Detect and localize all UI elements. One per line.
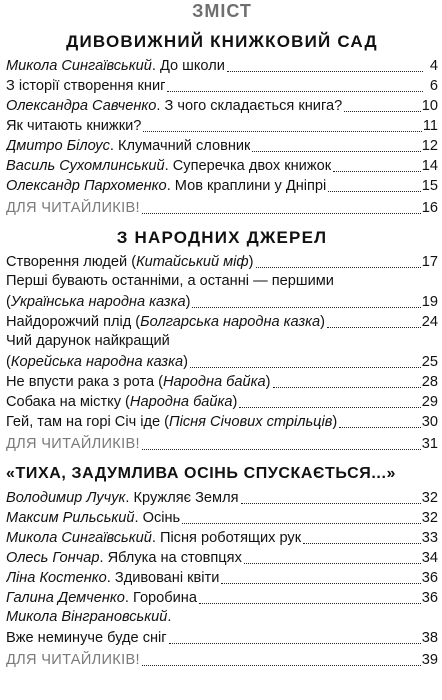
- entry-title: Здивовані квіти: [114, 570, 220, 586]
- toc-entry-promo[interactable]: [6, 198, 438, 218]
- entry-author: Микола Сингаївський: [6, 530, 152, 546]
- entry-separator: .: [109, 138, 118, 154]
- dot-leader: [328, 191, 420, 192]
- entry-title: Клумачний словник: [117, 138, 251, 154]
- entry-page-number: 34: [421, 550, 438, 566]
- toc-entry[interactable]: [6, 528, 438, 548]
- entry-author: Галина Демченко: [6, 590, 125, 606]
- section-heading: З НАРОДНИХ ДЖЕРЕЛ: [116, 228, 328, 247]
- entry-bracket: ): [248, 254, 254, 270]
- entry-title: Створення людей (: [6, 254, 137, 270]
- entry-page-number: 32: [421, 490, 438, 506]
- entry-author: Максим Рильський: [6, 510, 135, 526]
- entry-page-number: 32: [421, 510, 438, 526]
- dot-leader: [182, 523, 421, 524]
- dot-leader: [190, 367, 421, 368]
- entry-title: Мов краплини у Дніпрі: [174, 178, 327, 194]
- entry-page-number: 30: [421, 414, 438, 430]
- entry-separator: .: [166, 178, 175, 194]
- entry-separator: .: [151, 530, 160, 546]
- toc-entry[interactable]: [6, 352, 438, 372]
- dot-leader: [167, 91, 423, 92]
- entry-separator: .: [167, 609, 172, 625]
- entry-title-line[interactable]: Перші бувають останніми, а останні — першими: [6, 273, 334, 289]
- toc-entry[interactable]: [6, 176, 438, 196]
- entry-title: Собака на містку (: [6, 394, 130, 410]
- promo-label: ДЛЯ ЧИТАЙЛИКІВ!: [6, 200, 140, 216]
- entry-author: Володимир Лучук: [6, 490, 126, 506]
- entry-page-number: 31: [421, 436, 438, 452]
- entry-page-number: 6: [429, 78, 438, 94]
- entry-title: Пісня роботящих рук: [159, 530, 302, 546]
- toc-entry-promo[interactable]: [6, 434, 438, 454]
- entry-page-number: 24: [421, 314, 438, 330]
- entry-separator: .: [125, 490, 134, 506]
- entry-page-number: 19: [421, 294, 438, 310]
- toc-entry[interactable]: [6, 312, 438, 332]
- dot-leader: [169, 643, 421, 644]
- entry-bracket: (: [6, 294, 11, 310]
- entry-author: Василь Сухомлинський: [6, 158, 165, 174]
- dot-leader: [333, 171, 421, 172]
- entry-author: Микола Сингаївський: [6, 58, 152, 74]
- toc-entry[interactable]: [6, 156, 438, 176]
- section-heading: «ТИХА, ЗАДУМЛИВА ОСІНЬ СПУСКАЄТЬСЯ...»: [6, 465, 396, 482]
- page-title: ЗМІСТ: [192, 1, 252, 21]
- entry-bracket: ): [332, 414, 338, 430]
- entry-page-number: 16: [421, 200, 438, 216]
- dot-leader: [142, 665, 421, 666]
- toc-entry[interactable]: [6, 56, 438, 76]
- entry-page-number: 10: [421, 98, 438, 114]
- entry-author: Олесь Гончар: [6, 550, 100, 566]
- entry-page-number: 33: [421, 530, 438, 546]
- entry-page-number: 4: [429, 58, 438, 74]
- dot-leader: [256, 267, 421, 268]
- entry-title-line[interactable]: Чий дарунок найкращий: [6, 333, 170, 349]
- entry-note: Українська народна казка: [10, 294, 186, 310]
- entry-bracket: ): [320, 314, 325, 330]
- entry-separator: .: [134, 510, 143, 526]
- entry-author: Олександр Пархоменко: [6, 178, 167, 194]
- entry-title: Як читають книжки?: [6, 118, 142, 134]
- entry-bracket: ): [265, 374, 271, 390]
- dot-leader: [241, 503, 421, 504]
- toc-entry[interactable]: [6, 548, 438, 568]
- dot-leader: [327, 327, 421, 328]
- dot-leader: [199, 603, 421, 604]
- toc-entry[interactable]: [6, 628, 438, 648]
- entry-page-number: 28: [421, 374, 438, 390]
- dot-leader: [221, 583, 420, 584]
- entry-page-number: 36: [421, 570, 438, 586]
- entry-note: Корейська народна казка: [10, 354, 184, 370]
- entry-page-number: 15: [421, 178, 438, 194]
- entry-title: Осінь: [142, 510, 181, 526]
- entry-author: Дмитро Білоус: [6, 138, 110, 154]
- entry-separator: .: [151, 58, 160, 74]
- dot-leader: [344, 111, 421, 112]
- entry-bracket: ): [232, 394, 238, 410]
- entry-title: Не впусти рака з рота (: [6, 374, 164, 390]
- entry-separator: .: [106, 570, 115, 586]
- dot-leader: [252, 151, 420, 152]
- entry-page-number: 39: [421, 652, 438, 668]
- promo-label: ДЛЯ ЧИТАЙЛИКІВ!: [6, 436, 140, 452]
- entry-page-number: 14: [421, 158, 438, 174]
- toc-entry[interactable]: [6, 96, 438, 116]
- entry-note: Народна байка: [129, 394, 233, 410]
- dot-leader: [339, 427, 421, 428]
- entry-bracket: ): [183, 354, 188, 370]
- entry-page-number: 36: [421, 590, 438, 606]
- dot-leader: [142, 449, 421, 450]
- entry-separator: .: [124, 590, 134, 606]
- promo-label: ДЛЯ ЧИТАЙЛИКІВ!: [6, 652, 140, 668]
- dot-leader: [227, 71, 423, 72]
- toc-entry[interactable]: [6, 392, 438, 412]
- entry-title: Гей, там на горі Січ іде (: [6, 414, 170, 430]
- dot-leader: [273, 387, 421, 388]
- entry-bracket: ): [185, 294, 191, 310]
- entry-page-number: 25: [421, 354, 438, 370]
- entry-title: До школи: [159, 58, 225, 74]
- toc-entry[interactable]: [6, 136, 438, 156]
- entry-separator: .: [156, 98, 165, 114]
- entry-page-number: 17: [421, 254, 438, 270]
- toc-entry-promo[interactable]: [6, 650, 438, 670]
- toc-entry[interactable]: [6, 252, 438, 272]
- entry-separator: .: [164, 158, 173, 174]
- toc-entry[interactable]: [6, 116, 438, 136]
- entry-page-number: 38: [421, 630, 438, 646]
- toc-entry[interactable]: [6, 508, 438, 528]
- entry-bracket: (: [6, 354, 11, 370]
- entry-title: Вже неминуче буде сніг: [6, 630, 167, 646]
- dot-leader: [239, 407, 420, 408]
- toc-entry[interactable]: [6, 76, 438, 96]
- dot-leader: [143, 131, 421, 132]
- entry-author: Олександра Савченко: [6, 98, 157, 114]
- entry-note: Народна байка: [163, 374, 266, 390]
- toc-entry[interactable]: [6, 412, 438, 432]
- entry-author: Ліна Костенко: [6, 570, 107, 586]
- entry-title: З історії створення книг: [6, 78, 166, 94]
- entry-title: З чого складається книга?: [164, 98, 343, 114]
- toc-entry[interactable]: [6, 372, 438, 392]
- entry-title: Кружляє Земля: [133, 490, 239, 506]
- section-heading: ДИВОВИЖНИЙ КНИЖКОВИЙ САД: [66, 32, 378, 51]
- entry-title: Найдорожчий плід (: [6, 314, 141, 330]
- entry-author: Микола Вінграновський: [6, 609, 168, 625]
- toc-entry[interactable]: [6, 488, 438, 508]
- toc-entry[interactable]: [6, 588, 438, 608]
- dot-leader: [192, 307, 420, 308]
- entry-author-line[interactable]: [6, 608, 438, 628]
- entry-page-number: 11: [422, 118, 438, 134]
- entry-title: Яблука на стовпцях: [107, 550, 242, 566]
- entry-separator: .: [99, 550, 108, 566]
- entry-note: Китайський міф: [136, 254, 249, 270]
- dot-leader: [244, 563, 421, 564]
- entry-page-number: 12: [421, 138, 438, 154]
- entry-page-number: 29: [421, 394, 438, 410]
- toc-entry[interactable]: [6, 292, 438, 312]
- entry-title: Горобина: [133, 590, 197, 606]
- toc-entry[interactable]: [6, 568, 438, 588]
- dot-leader: [142, 213, 421, 214]
- entry-title: Суперечка двох книжок: [172, 158, 332, 174]
- dot-leader: [303, 543, 421, 544]
- entry-note: Болгарська народна казка: [140, 314, 321, 330]
- entry-note: Пісня Січових стрільців: [169, 414, 333, 430]
